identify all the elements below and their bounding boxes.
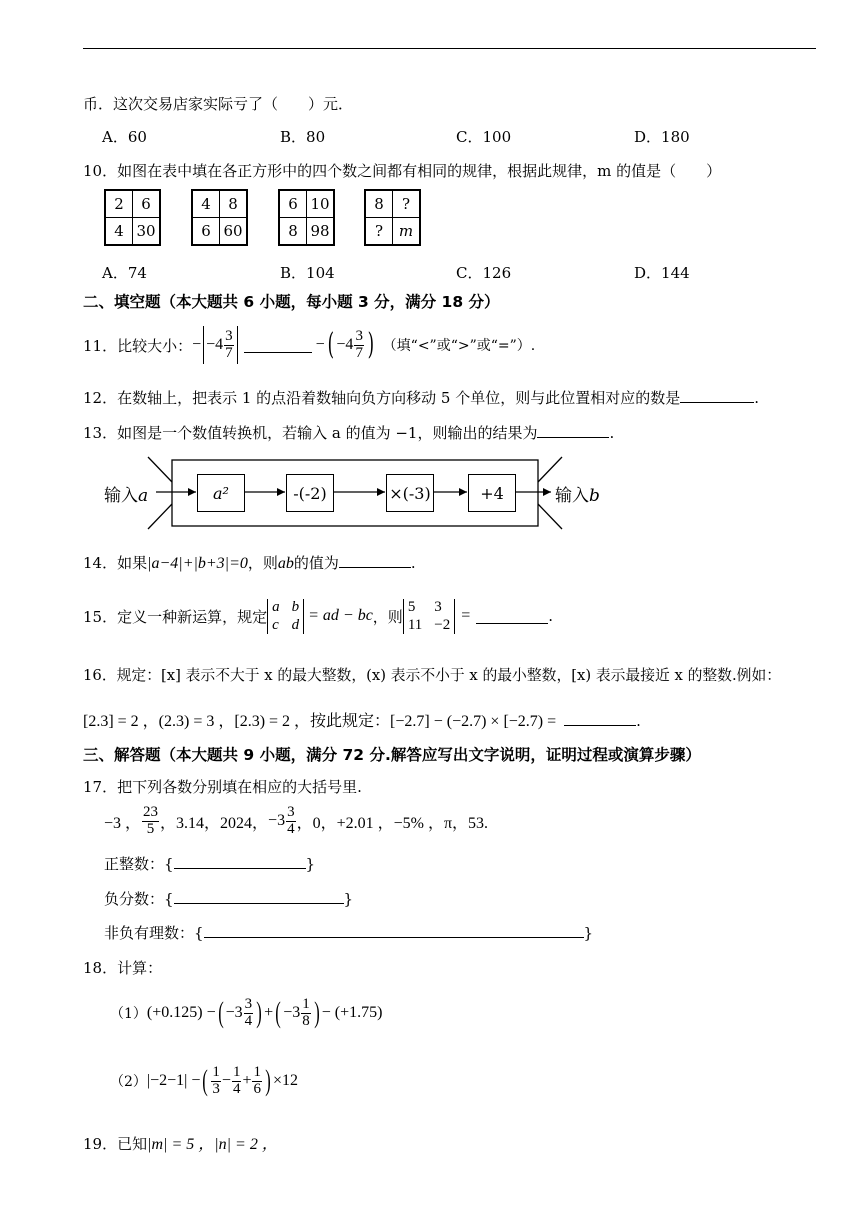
q12-end: . [754,389,760,407]
q11-answer-blank [244,338,312,353]
answer-blank [174,854,306,869]
right-paren: ) [313,996,320,1029]
numerator: 1 [253,1063,261,1080]
grid-cell: 10 [307,190,335,218]
q10-grid-1 [104,189,161,246]
part-label: （1） [110,1006,147,1022]
q9-option-a: A．60 [102,128,147,146]
q14 [83,552,416,573]
term: ×12 [272,1072,298,1089]
q11-prefix: 11．比较大小： [83,336,193,355]
category-label: 正整数：{ [104,855,174,873]
q17-category-negative-fractions [104,888,353,909]
machine-input-label [104,481,148,506]
term: − (+1.75) [321,1004,383,1021]
q11-fraction [224,329,234,362]
q17-category-positive-integers [104,853,315,874]
q10-grid-2 [191,189,248,246]
grid-cell: m [393,218,421,246]
machine-output-label [555,481,600,506]
operator: + [242,1072,252,1089]
entry: a [272,598,280,615]
q10-option-b: B．104 [280,264,335,282]
numerator: 1 [232,1063,241,1080]
q16-answer-blank [564,711,636,726]
q15-mid: ，则 [372,607,403,626]
fraction [301,997,311,1030]
entry: b [291,598,300,615]
arrow-head [543,488,551,496]
fraction [232,1065,242,1098]
term: −3 [225,1004,243,1021]
q15-end: . [548,607,554,625]
q12 [83,387,759,408]
denominator: 7 [225,344,233,361]
q16-line-1: 16．规定：[x] 表示不大于 x 的最大整数，(x) 表示不小于 x 的最小整数，[x) 表示最接近 x 的整数.例如： [83,667,782,684]
q17-numbers [104,798,488,844]
q9-option-b: B．80 [280,128,326,146]
grid-cell: 60 [220,218,248,246]
q10-option-d: D．144 [634,264,690,282]
denominator: 4 [232,1080,241,1097]
entry: d [291,617,300,633]
q15 [83,594,553,638]
q12-answer-blank [680,388,754,403]
q15-determinant [403,599,455,634]
q10-option-c: C．126 [456,264,512,282]
q14-prefix: 14．如果 [83,554,148,572]
term: (+0.125) − [146,1004,216,1021]
q15-answer-blank [476,609,548,624]
output-var: b [589,486,600,506]
left-paren: ( [275,996,281,1029]
q10-grid-3 [278,189,335,246]
input-word: 输入 [104,486,138,506]
arrow-head [377,488,385,496]
q15-prefix: 15．定义一种新运算，规定 [83,607,268,626]
numerator: 23 [143,803,159,820]
q9-text: 币．这次交易店家实际亏了（ ）元． [83,95,354,113]
q10-stem: 10．如图在表中填在各正方形中的四个数之间都有相同的规律，根据此规律，m 的值是（ ） [83,162,722,180]
grid-cell: 8 [365,190,393,218]
machine-box-negate: -(-2) [286,474,334,512]
input-funnel-bottom [148,504,172,529]
right-paren: ) [265,1064,271,1097]
fraction [142,805,159,838]
abs-bar [203,326,204,364]
output-word: 输入 [555,486,589,506]
conversion-machine-diagram [100,452,620,532]
operator: − [221,1072,231,1089]
q18-part-1 [110,990,382,1036]
denominator: 5 [146,820,155,837]
output-funnel-bottom [538,504,562,529]
input-funnel-top [148,457,172,482]
q13-answer-blank [537,423,609,438]
entry: −2 [434,617,451,633]
q19-m: |m| = 5 ， [147,1136,215,1153]
numerator: 3 [355,327,363,344]
q19-n: |n| = 2 ， [214,1136,278,1153]
number: ，0，+2.01 ，−5% ，π，53. [296,814,489,832]
grid-cell: 4 [105,218,133,246]
grid-cell: ? [393,190,421,218]
left-paren: ( [327,327,334,362]
q11-suffix: （填“<”或“>”或“=”）. [382,338,536,354]
grid-cell: 2 [105,190,133,218]
input-var: a [138,486,149,506]
denominator: 8 [302,1012,310,1029]
category-label: 非负有理数：{ [104,924,204,942]
fraction [286,805,296,838]
section-2-heading: 二、填空题（本大题共 6 小题，每小题 3 分，满分 18 分） [83,293,500,311]
q11-int-2: −4 [336,336,354,353]
numerator: 1 [302,995,310,1012]
grid-cell: 30 [133,218,161,246]
q11-fraction-2 [354,329,364,362]
q14-expression: |a−4|+|b+3|=0 [147,555,248,572]
q16-example: [2.3] = 2 ，(2.3) = 3 ，[2.3) = 2 ，按此规定：[−2.7] − (−2.7) × [−2.7) = [83,713,557,730]
entry: 11 [407,617,423,633]
q14-var: ab [277,555,294,572]
arrow-head [277,488,285,496]
q11 [83,323,535,367]
machine-box-multiply: ×(-3) [386,474,434,512]
denominator: 3 [212,1080,220,1097]
section-3-heading: 三、解答题（本大题共 9 小题，满分 72 分.解答应写出文字说明，证明过程或演算步骤） [83,746,701,764]
q14-answer-blank [339,553,411,568]
grid-cell: 6 [279,190,307,218]
q17-category-nonneg-rationals [104,922,593,943]
fraction [211,1065,221,1098]
close-brace: } [343,890,354,908]
machine-box-add: +4 [468,474,516,512]
entry: 3 [434,598,442,615]
grid-cell: ? [365,218,393,246]
grid-cell: 8 [279,218,307,246]
numerator: 1 [212,1063,220,1080]
number: −3 ， [104,814,142,832]
q9-option-d: D．180 [634,128,690,146]
q17-stem: 17．把下列各数分别填在相应的大括号里. [83,778,362,796]
q15-rule: = ad − bc [308,607,373,624]
machine-box-square: a² [197,474,245,512]
q11-neg-sign: − [192,336,202,353]
denominator: 4 [244,1012,253,1029]
answer-blank [204,923,584,938]
grid-cell: 8 [220,190,248,218]
q19-prefix: 19．已知 [83,1135,148,1153]
number: −3 [268,812,286,829]
answer-blank [174,889,344,904]
term: |−2−1| − [146,1072,201,1089]
grid-cell: 6 [192,218,220,246]
grid-cell: 4 [192,190,220,218]
q14-end: . [410,554,416,572]
operator: + [264,1004,274,1021]
q16-end: . [636,712,641,730]
fraction [252,1065,262,1098]
header-rule [83,48,816,49]
q10-option-a: A．74 [102,264,147,282]
entry: c [272,617,279,633]
arrow-head [459,488,467,496]
q14-suffix: 的值为 [293,554,339,572]
q11-neg-sign-2: − [315,336,325,353]
right-paren: ) [367,327,375,362]
right-paren: ) [256,996,262,1029]
part-label: （2） [110,1074,147,1090]
q14-mid: ，则 [247,554,278,572]
q19 [83,1131,278,1154]
q18-stem: 18．计算： [83,959,163,977]
denominator: 4 [287,820,295,837]
q15-determinant-def [267,599,304,634]
output-funnel-top [538,457,562,482]
q10-grid-4 [364,189,421,246]
arrow-head [188,488,196,496]
term: −3 [283,1004,301,1021]
category-label: 负分数：{ [104,890,174,908]
q15-equals: = [461,607,471,624]
numerator: 3 [225,327,233,344]
grid-cell: 6 [133,190,161,218]
q16-line-2 [83,708,641,731]
grid-cell: 98 [307,218,335,246]
numerator: 3 [287,803,295,820]
denominator: 6 [253,1080,261,1097]
close-brace: } [305,855,316,873]
denominator: 7 [355,344,363,361]
abs-bar [237,326,238,364]
q18-part-2 [110,1058,298,1104]
left-paren: ( [217,996,224,1029]
q12-text: 12．在数轴上，把表示 1 的点沿着数轴向负方向移动 5 个单位，则与此位置相对应的数是 [83,389,681,407]
q13 [83,422,614,443]
q11-int: −4 [206,336,224,353]
close-brace: } [583,924,594,942]
numerator: 3 [244,995,253,1012]
q9-option-c: C．100 [456,128,512,146]
fraction [244,997,254,1030]
entry: 5 [407,598,416,615]
q13-text: 13．如图是一个数值转换机，若输入 a 的值为 −1，则输出的结果为 [83,424,538,442]
number: ，3.14，2024， [160,814,269,832]
left-paren: ( [202,1064,209,1097]
q13-end: . [609,424,615,442]
